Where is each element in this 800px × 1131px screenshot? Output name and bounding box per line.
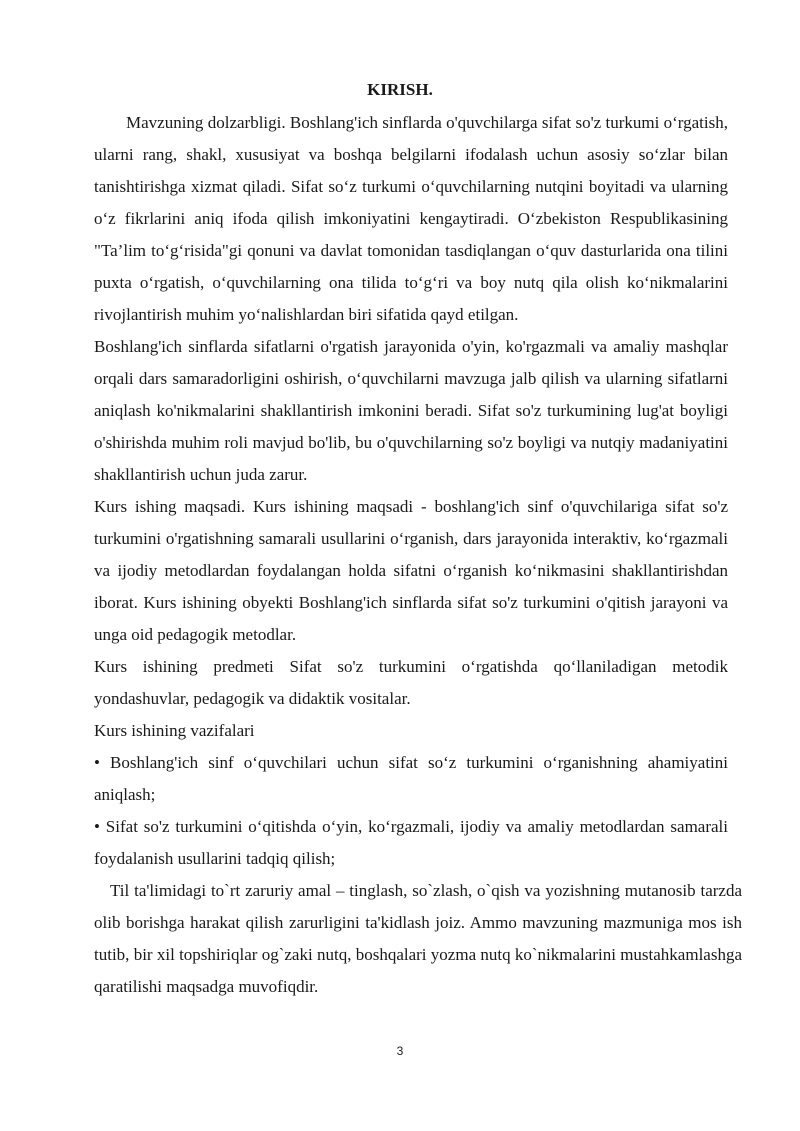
page-title: KIRISH. — [367, 80, 433, 99]
paragraph-subject: Kurs ishining predmeti Sifat so'z turkumini o‘rgatishda qo‘llaniladigan metodik yondashuvlar, pedagogik va didaktik vositalar. — [94, 657, 728, 708]
paragraph-goal: Kurs ishing maqsadi. Kurs ishining maqsadi - boshlang'ich sinf o'quvchilariga sifat so'z turkumini o'rgatishning samarali usullarini o‘rganish, dars jarayonida interaktiv, ko‘rgazmali va ijodiy metodlardan foydalangan holda sifatni o‘rganish ko‘nikmasini shakllantirishdan iborat. Kurs ishining obyekti Boshlang'ich sinflarda sifat so'z turkumini o'qitish jarayoni va unga oid pedagogik metodlar. — [94, 497, 728, 644]
paragraph-methods: Boshlang'ich sinflarda sifatlarni o'rgatish jarayonida o'yin, ko'rgazmali va amaliy mashqlar orqali dars samaradorligini oshirish, o‘quvchilarni mavzuga jalb qilish va ularning sifatlarni aniqlash ko'nikmalarini shakllantirish imkonini beradi. Sifat so'z turkumining lug'at boyligi o'shirishda muhim roli mavjud bo'lib, bu o'quvchilarning so'z boyligi va nutqiy madaniyatini shakllantirish uchun juda zarur. — [94, 337, 728, 484]
list-item-task-1: • Boshlang'ich sinf o‘quvchilari uchun sifat so‘z turkumini o‘rganishning ahamiyatini aniqlash; — [94, 753, 728, 804]
document-body — [94, 107, 742, 1003]
paragraph-tasks-heading: Kurs ishining vazifalari — [94, 721, 255, 740]
page-number: 3 — [396, 1044, 404, 1058]
list-item-task-2: • Sifat so'z turkumini o‘qitishda o‘yin, ko‘rgazmali, ijodiy va amaliy metodlardan samarali foydalanish usullarini tadqiq qilish; — [94, 817, 728, 868]
paragraph-relevance: Mavzuning dolzarbligi. Boshlang'ich sinflarda o'quvchilarga sifat so'z turkumi o‘rgatish, ularni rang, shakl, xususiyat va boshqa belgilarni ifodalash uchun asosiy so‘zlar bilan tanishtirishga xizmat qiladi. Sifat so‘z turkumi o‘quvchilarning nutqini boyitadi va ularning o‘z fikrlarini aniq ifoda qilish imkoniyatini kengaytiradi. O‘zbekiston Respublikasining "Ta’lim to‘g‘risida"gi qonuni va davlat tomonidan tasdiqlangan o‘quv dasturlarida ona tilini puxta o‘rgatish, o‘quvchilarning ona tilida to‘g‘ri va boy nutq qila olish ko‘nikmalarini rivojlantirish muhim yo‘nalishlardan biri sifatida qayd etilgan. — [94, 113, 728, 324]
paragraph-language-skills: Til ta'limidagi to`rt zaruriy amal – tinglash, so`zlash, o`qish va yozishning mutanosib tarzda olib borishga harakat qilish zarurligini ta'kidlash joiz. Ammo mavzuning mazmuniga mos ish tutib, bir xil topshiriqlar og`zaki nutq, boshqalari yozma nutq ko`nikmalarini mustahkamlashga qaratilishi maqsadga muvofiqdir. — [94, 881, 742, 996]
